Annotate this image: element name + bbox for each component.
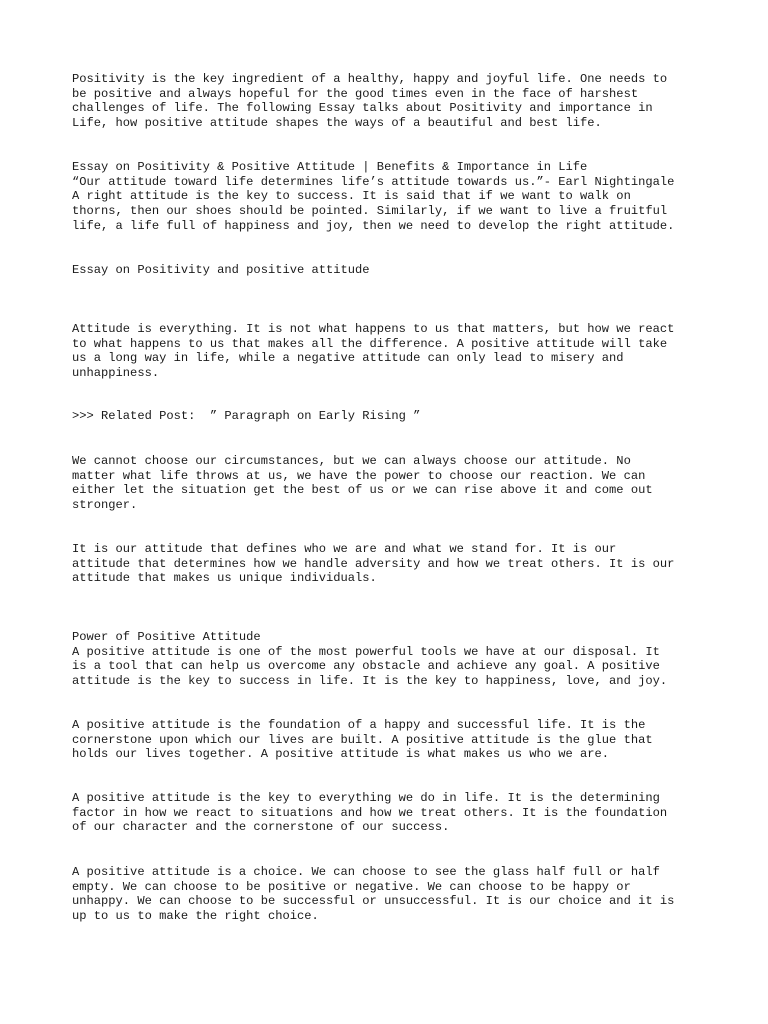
defines-us-paragraph: It is our attitude that defines who we are and what we stand for. It is our attitude that determines how we handle adversity and how we treat others. It is our attitude that makes us unique individuals. (72, 542, 675, 586)
foundation-paragraph: A positive attitude is the foundation of a happy and successful life. It is the cornerstone upon which our lives are built. A positive attitude is the glue that holds our lives together. A positive attitude is what makes us who we are. (72, 718, 653, 762)
power-of-positive-attitude-section: Power of Positive Attitude A positive attitude is one of the most powerful tools we have at our disposal. It is a tool that can help us overcome any obstacle and achieve any goal. A positive attitude is the key to success in life. It is the key to happiness, love, and joy. (72, 630, 668, 689)
essay-title-and-quote: Essay on Positivity & Positive Attitude | Benefits & Importance in Life “Our attitude toward life determines life’s attitude towards us.”- Earl Nightingale A right attitude is the key to success. It is said that if we want to walk on thorns, then our shoes should be pointed. Similarly, if we want to live a fruitful life, a life full of happiness and joy, then we need to develop the right attitude. (72, 160, 675, 233)
attitude-everything-paragraph: Attitude is everything. It is not what happens to us that matters, but how we react to what happens to us that makes all the difference. A positive attitude will take us a long way in life, while a negative attitude can only lead to misery and unhappiness. (72, 322, 675, 381)
choice-paragraph: A positive attitude is a choice. We can choose to see the glass half full or half empty. We can choose to be positive or negative. We can choose to be happy or unhappy. We can choose to be successful or unsuccessful. It is our choice and it is up to us to make the right choice. (72, 865, 675, 924)
related-post-link[interactable]: >>> Related Post: ” Paragraph on Early Rising ” (72, 409, 421, 423)
essay-subheading: Essay on Positivity and positive attitude (72, 263, 370, 277)
intro-paragraph: Positivity is the key ingredient of a healthy, happy and joyful life. One needs to be positive and always hopeful for the good times even in the face of harshest challenges of life. The following Essay talks about Positivity and importance in Life, how positive attitude shapes the ways of a beautiful and best life. (72, 72, 668, 131)
key-to-everything-paragraph: A positive attitude is the key to everything we do in life. It is the determining factor in how we react to situations and how we treat others. It is the foundation of our character and the cornerstone of our success. (72, 791, 668, 835)
circumstances-paragraph: We cannot choose our circumstances, but we can always choose our attitude. No matter what life throws at us, we have the power to choose our reaction. We can either let the situation get the best of us or we can rise above it and come out stronger. (72, 454, 653, 513)
